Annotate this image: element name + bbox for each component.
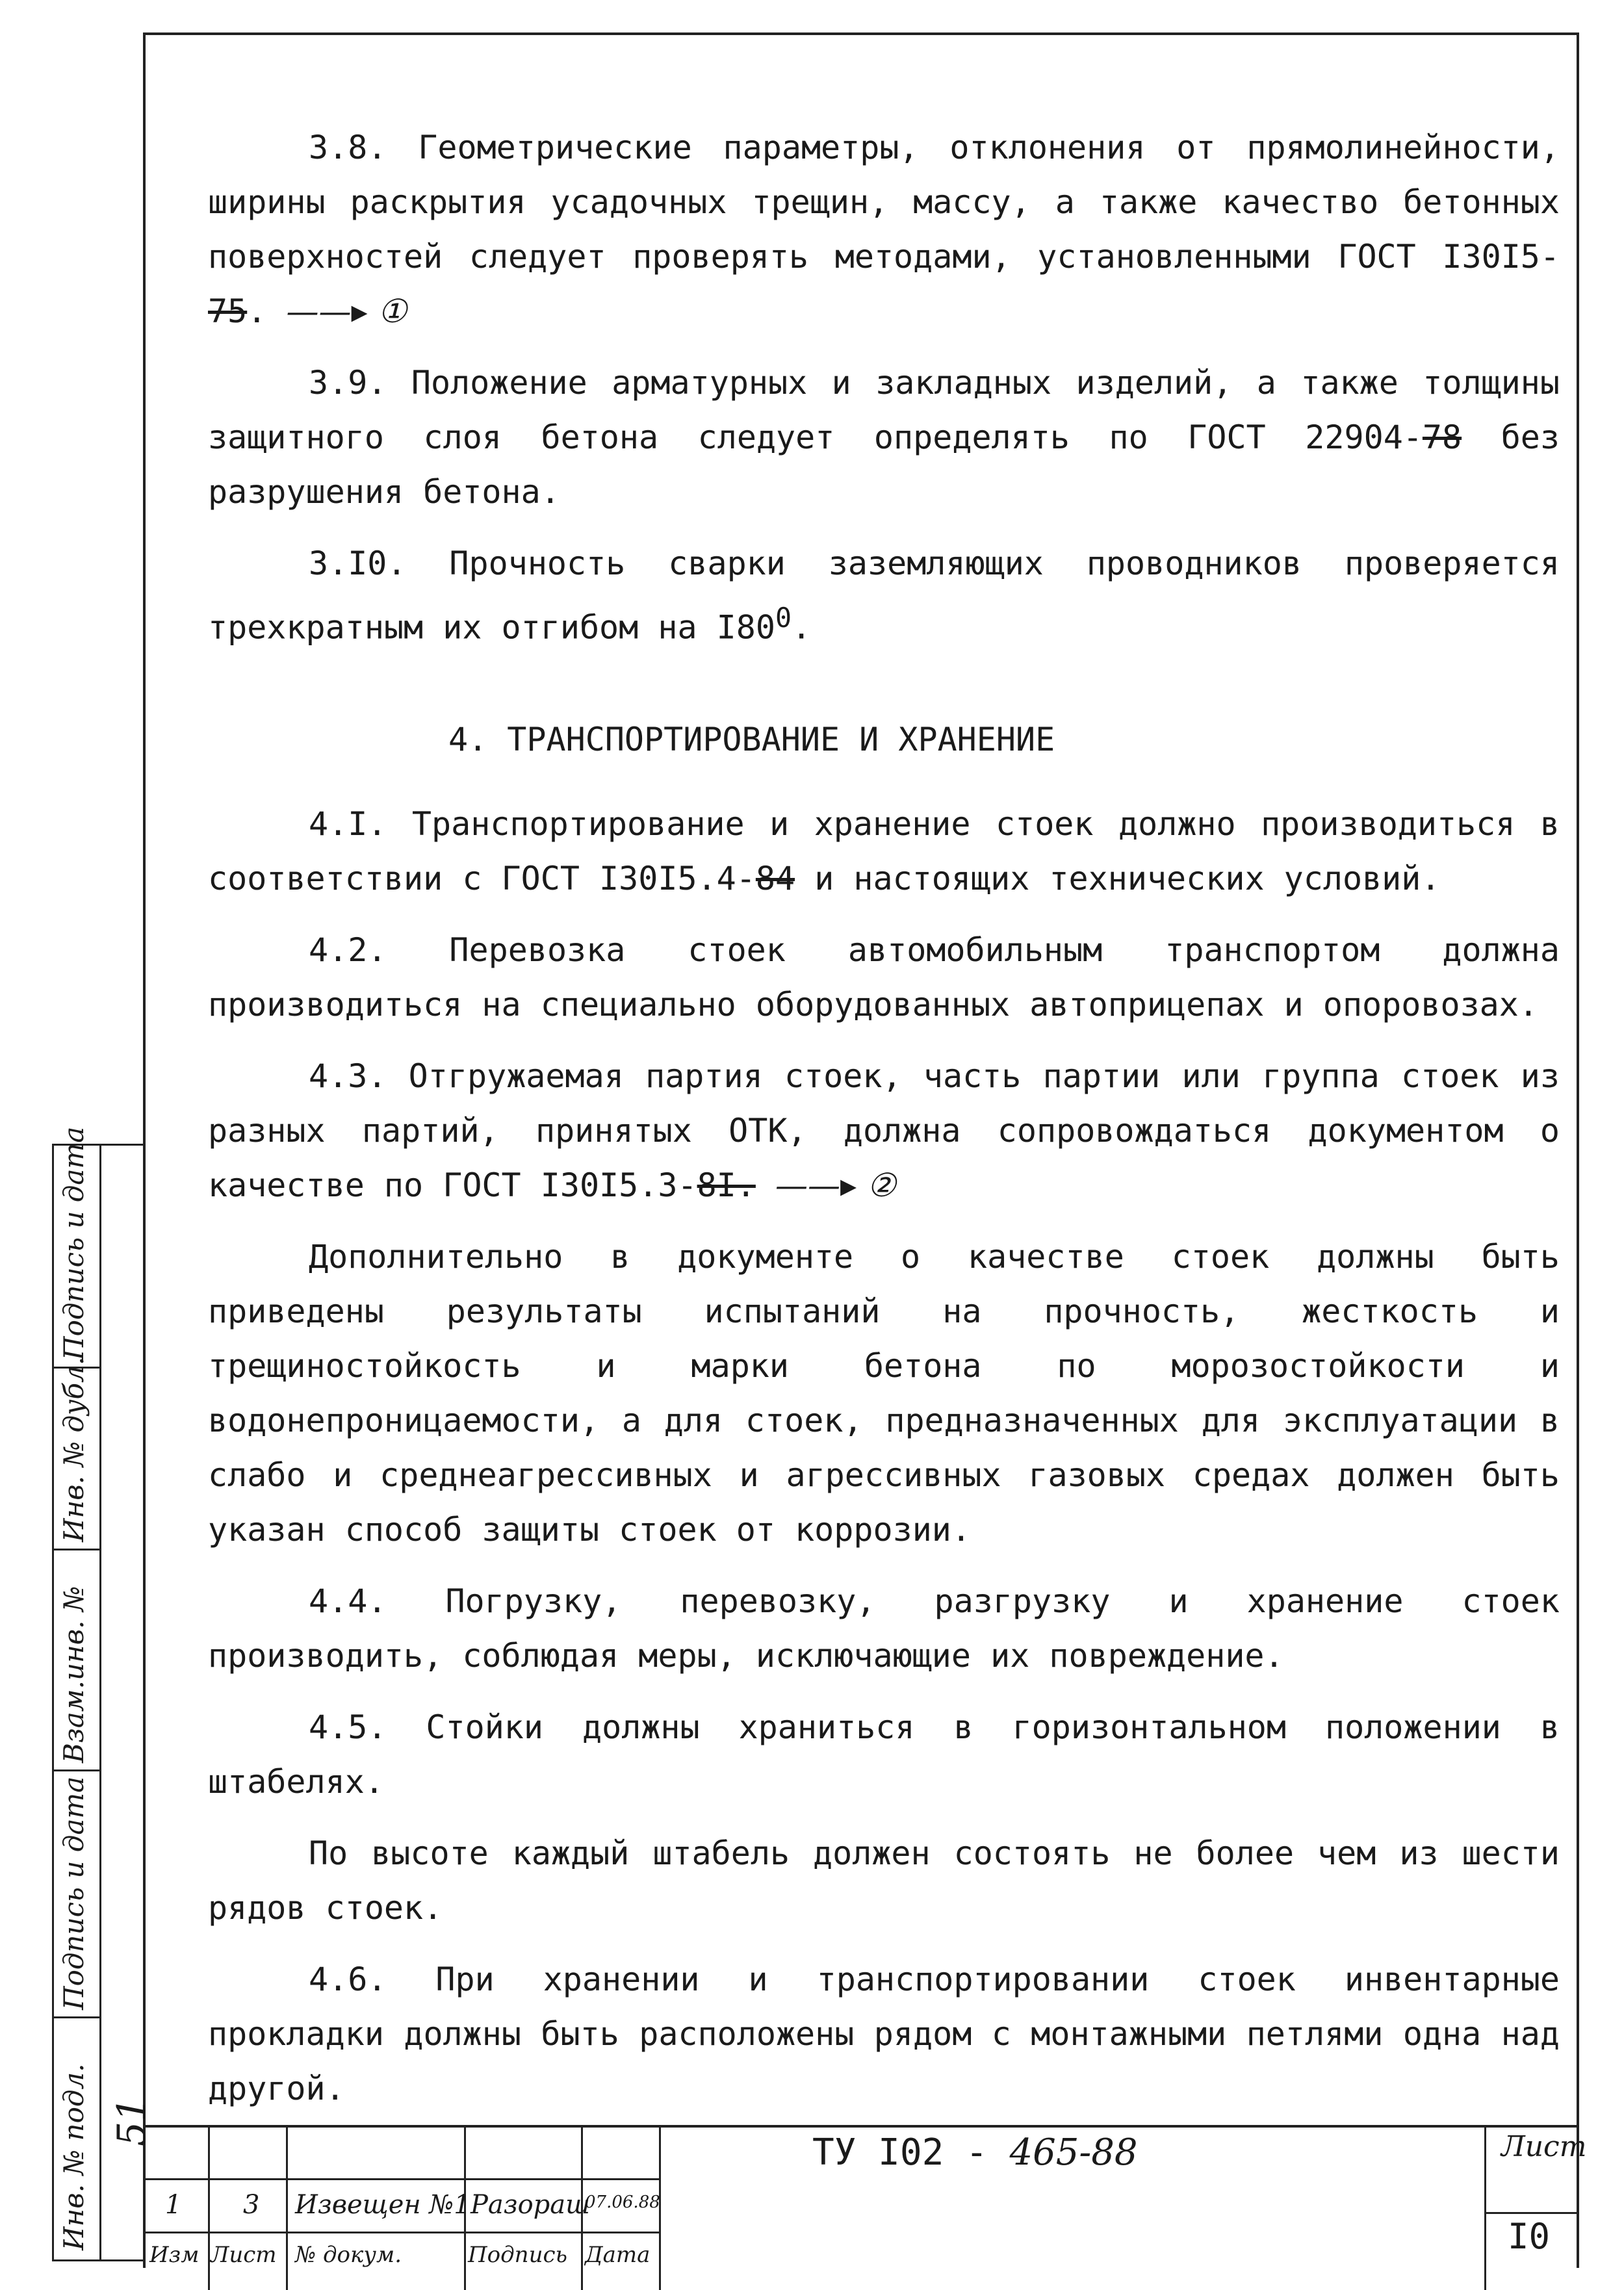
rev-document: Извещен №1 [295, 2190, 470, 2220]
side-label-signature-date-2: Подпись и дата [58, 1776, 90, 2010]
paragraph-4-4: 4.4. Погрузку, перевозку, разгрузку и хранение стоек производить, соблюдая меры, исключающие их повреждение. [208, 1582, 1560, 1675]
side-label-orig-inv: Инв. № подл. [58, 2063, 90, 2250]
paragraph-4-6: 4.6. При хранении и транспортировании стоек инвентарные прокладки должны быть расположены рядом с монтажными петлями одна над другой. [208, 1960, 1560, 2107]
struck-text: 78 [1422, 418, 1462, 456]
side-inv-number: 51 [109, 2096, 155, 2146]
document-code: ТУ I02 - 465-88 [812, 2131, 1138, 2174]
paragraph-3-9: 3.9. Положение арматурных и закладных изделий, а также толщины защитного слоя бетона следует определять по ГОСТ 22904-78 без разрушения бетона. [208, 364, 1560, 511]
section-4-title: 4. ТРАНСПОРТИРОВАНИЕ И ХРАНЕНИЕ [448, 720, 1055, 758]
document-body [208, 120, 1560, 2133]
header-date: Дата [585, 2242, 651, 2268]
rev-date: 07.06.88 [585, 2193, 660, 2212]
header-signature: Подпись [468, 2242, 568, 2268]
side-label-signature-date-1: Подпись и дата [58, 1126, 90, 1360]
revision-mark: ——▸ ① [286, 292, 407, 330]
paragraph-4-2: 4.2. Перевозка стоек автомобильным транспортом должна производиться на специально оборудованных автоприцепах и опоровозах. [208, 931, 1560, 1023]
paragraph-4-1: 4.I. Транспортирование и хранение стоек должно производиться в соответствии с ГОСТ I30I5.4-84 и настоящих технических условий. [208, 804, 1560, 897]
header-document: № докум. [295, 2242, 402, 2268]
sheet-label: Лист [1501, 2130, 1587, 2163]
struck-text: 75 [208, 292, 248, 330]
paragraph-4-5: 4.5. Стойки должны храниться в горизонтальном положении в штабелях. [208, 1708, 1560, 1801]
paragraph-3-10: 3.I0. Прочность сварки заземляющих проводников проверяется трехкратным их отгибом на $I80^0$. [208, 545, 1560, 647]
side-stamp [52, 1126, 155, 2261]
struck-text: 8I. [697, 1166, 756, 1204]
rev-number: 1 [165, 2190, 182, 2220]
header-sheet: Лист [211, 2242, 277, 2268]
struck-text: 84 [755, 859, 795, 897]
sheet-number: I0 [1508, 2216, 1551, 2257]
rev-sheet: 3 [243, 2190, 260, 2220]
paragraph-4-3: 4.3. Отгружаемая партия стоек, часть партии или группа стоек из разных партий, принятых ОТК, должна сопровождаться документом о качестве по ГОСТ I30I5.3-8I. ——▸ ② [208, 1057, 1560, 1204]
revision-mark: ——▸ ② [775, 1166, 896, 1204]
paragraph-4-3-extra: Дополнительно в документе о качестве стоек должны быть приведены результаты испытаний на прочность, жесткость и трещиностойкость и марки бетона по морозостойкости и водонепроницаемости, а для стоек, предназначенных для эксплуатации в слабо и среднеагрессивных и агрессивных газовых средах должен быть указан способ защиты стоек от коррозии. [208, 1237, 1560, 1549]
header-change: Изм [149, 2242, 200, 2268]
paragraph-4-5-extra: По высоте каждый штабель должен состоять не более чем из шести рядов стоек. [208, 1834, 1560, 1927]
rev-signature: Разораш [470, 2190, 591, 2220]
paragraph-3-8: 3.8. Геометрические параметры, отклонения от прямолинейности, ширины раскрытия усадочных трещин, массу, а также качество бетонных поверхностей следует проверять методами, установленными ГОСТ I30I5-75. ——▸ ① [208, 129, 1560, 330]
side-label-replaced-inv: Взам.инв. № [58, 1586, 90, 1763]
side-label-dup-inv: Инв. № дубл. [58, 1356, 90, 1542]
